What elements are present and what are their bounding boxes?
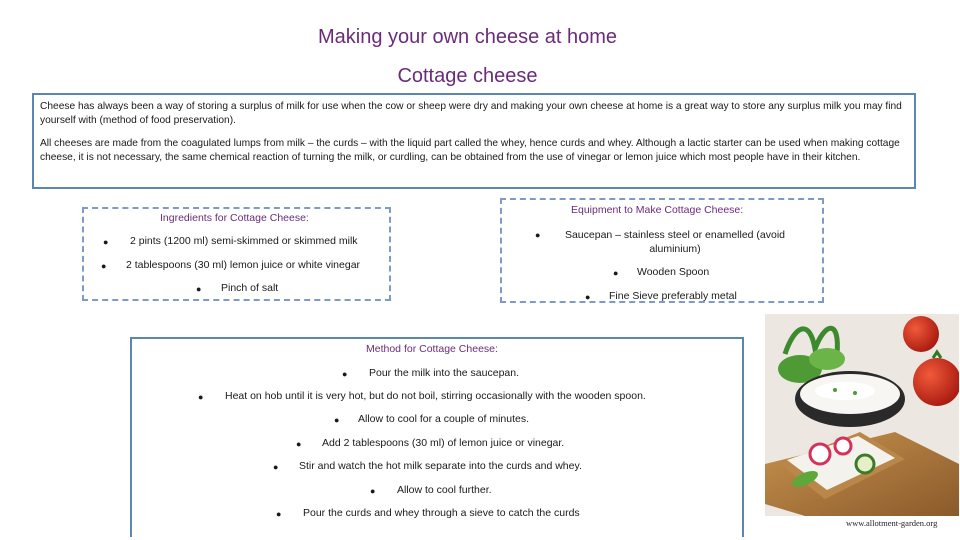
bullet-icon: ●: [535, 230, 541, 240]
ingredient-item: 2 pints (1200 ml) semi-skimmed or skimmed milk: [130, 235, 358, 247]
method-step: Allow to cool for a couple of minutes.: [358, 413, 530, 425]
page-subtitle: Cottage cheese: [397, 65, 538, 87]
source-credit: www.allotment-garden.org: [846, 518, 938, 528]
bullet-icon: ●: [370, 486, 376, 496]
equipment-item: Saucepan – stainless steel or enamelled (avoid aluminium): [564, 229, 786, 255]
method-step: Add 2 tablespoons (30 ml) of lemon juice or vinegar.: [322, 437, 565, 449]
bullet-icon: ●: [273, 462, 279, 472]
equipment-item: Wooden Spoon: [637, 266, 710, 278]
intro-paragraph-1: Cheese has always been a way of storing a surplus of milk for use when the cow or sheep were dry and making your own cheese at home is a great way to store any surplus milk you may find yourself with (method of food preservation).: [40, 101, 902, 126]
bullet-icon: ●: [198, 392, 204, 402]
method-step: Stir and watch the hot milk separate into the curds and whey.: [299, 460, 582, 472]
ingredients-heading: Ingredients for Cottage Cheese:: [160, 212, 309, 224]
ingredient-item: 2 tablespoons (30 ml) lemon juice or white vinegar: [126, 259, 361, 271]
bullet-icon: ●: [196, 284, 202, 294]
equipment-item: Fine Sieve preferably metal: [609, 290, 737, 302]
bullet-icon: ●: [101, 261, 107, 271]
intro-box: [32, 93, 916, 189]
intro-paragraph-2: All cheeses are made from the coagulated lumps from milk – the curds – with the liquid part called the whey, hence curds and whey. Although a lactic starter can be used when making cottage cheese, it is not necessary, the same chemical reaction of turning the milk, or curdling, can be obtained from the use of vinegar or lemon juice which most people have in their kitchen.: [40, 138, 900, 163]
method-heading: Method for Cottage Cheese:: [366, 343, 498, 355]
equipment-heading: Equipment to Make Cottage Cheese:: [571, 204, 744, 216]
cottage-cheese-photo: [765, 314, 959, 516]
bullet-icon: ●: [613, 268, 619, 278]
page-title: Making your own cheese at home: [317, 26, 618, 48]
method-step: Pour the milk into the saucepan.: [369, 367, 520, 379]
bullet-icon: ●: [334, 415, 340, 425]
bullet-icon: ●: [585, 292, 591, 302]
bullet-icon: ●: [276, 509, 282, 519]
bullet-icon: ●: [296, 439, 302, 449]
ingredient-item: Pinch of salt: [221, 282, 279, 294]
bullet-icon: ●: [103, 237, 109, 247]
method-step: Heat on hob until it is very hot, but do not boil, stirring occasionally with the wooden spoon.: [225, 390, 646, 402]
method-step: Pour the curds and whey through a sieve to catch the curds: [303, 507, 580, 519]
method-step: Allow to cool further.: [397, 484, 492, 496]
bullet-icon: ●: [342, 369, 348, 379]
